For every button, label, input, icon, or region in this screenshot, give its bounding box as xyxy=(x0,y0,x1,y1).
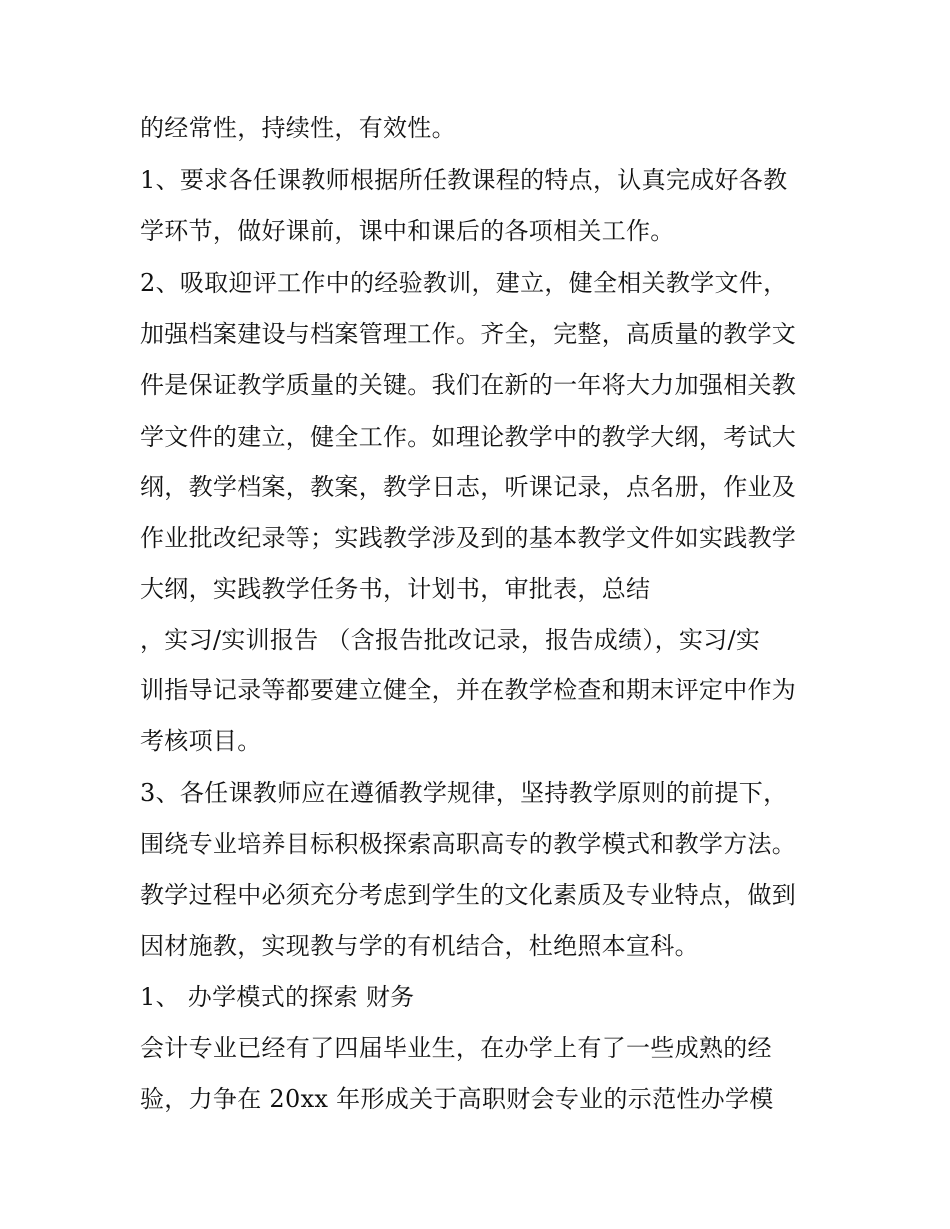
text-line: 验，力争在 20xx 年形成关于高职财会专业的示范性办学模 xyxy=(140,1085,774,1113)
text-line: 加强档案建设与档案管理工作。齐全，完整，高质量的教学文 xyxy=(140,320,797,348)
text-line: 件是保证教学质量的关键。我们在新的一年将大力加强相关教 xyxy=(140,371,797,399)
text-line: 作业批改纪录等；实践教学涉及到的基本教学文件如实践教学 xyxy=(140,524,797,552)
text-line: ，实习/实训报告 （含报告批改记录，报告成绩），实习/实 xyxy=(140,626,761,654)
text-line: 考核项目。 xyxy=(140,727,262,755)
text-line: 围绕专业培养目标积极探索高职高专的教学模式和教学方法。 xyxy=(140,830,797,858)
text-line: 教学过程中必须充分考虑到学生的文化素质及专业特点，做到 xyxy=(140,881,797,909)
text-line: 纲，教学档案，教案，教学日志，听课记录，点名册，作业及 xyxy=(140,473,797,501)
text-line: 的经常性，持续性，有效性。 xyxy=(140,114,456,142)
text-line: 因材施教，实现教与学的有机结合，杜绝照本宣科。 xyxy=(140,932,699,960)
text-line: 2、吸取迎评工作中的经验教训，建立，健全相关教学文件， xyxy=(140,269,788,297)
text-line: 训指导记录等都要建立健全，并在教学检查和期末评定中作为 xyxy=(140,676,797,704)
text-line: 大纲，实践教学任务书，计划书，审批表，总结 xyxy=(140,575,651,603)
text-line: 学文件的建立，健全工作。如理论教学中的教学大纲，考试大 xyxy=(140,423,797,451)
text-line: 3、各任课教师应在遵循教学规律，坚持教学原则的前提下， xyxy=(140,779,788,807)
text-line: 学环节，做好课前，课中和课后的各项相关工作。 xyxy=(140,217,675,245)
text-line: 1、要求各任课教师根据所任教课程的特点，认真完成好各教 xyxy=(140,166,788,194)
text-line: 1、 办学模式的探索 财务 xyxy=(140,983,415,1011)
text-line: 会计专业已经有了四届毕业生，在办学上有了一些成熟的经 xyxy=(140,1034,772,1062)
